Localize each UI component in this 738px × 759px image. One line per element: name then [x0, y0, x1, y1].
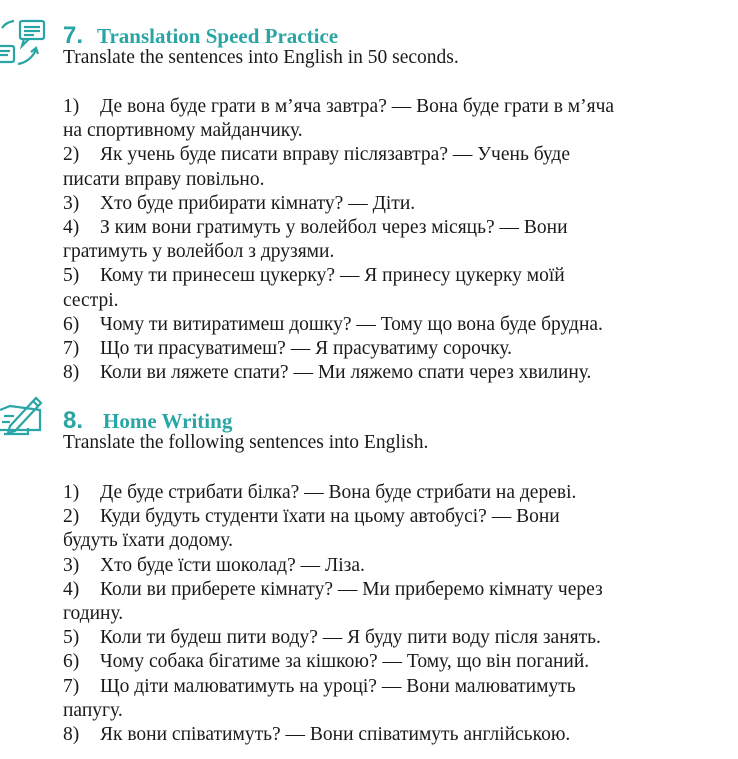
item-number: 6): [63, 651, 80, 673]
list-item: [63, 313, 614, 337]
section-title: 7. Translation Speed Practice: [63, 22, 339, 49]
list-item: [63, 95, 614, 143]
item-text: Де буде стрибати білка? — Вона буде стрибати на дереві.: [100, 482, 577, 503]
item-text: Хто буде прибирати кімнату? — Діти.: [100, 192, 416, 214]
item-text: Кому ти принесеш цукерку? — Я принесу цукерку моїй: [100, 265, 565, 287]
list-item: [63, 481, 603, 505]
item-number: 4): [63, 578, 80, 600]
item-number: 8): [63, 724, 80, 746]
item-number: 2): [63, 506, 80, 528]
list-item: [63, 264, 614, 312]
item-number: 7): [63, 675, 80, 697]
item-text-continued: будуть їхати додому.: [63, 530, 233, 552]
item-number: 1): [63, 96, 80, 117]
list-item: [63, 626, 603, 650]
item-text-continued: гратимуть у волейбол з друзями.: [63, 241, 335, 263]
item-number: 8): [63, 362, 80, 384]
list-item: [63, 650, 603, 674]
item-number: 1): [63, 482, 80, 503]
list-item: [63, 675, 603, 723]
item-text: З ким вони гратимуть у волейбол через місяць? — Вони: [100, 217, 568, 239]
item-text: Як учень буде писати вправу післязавтра? — Учень буде: [100, 144, 570, 166]
list-item: [63, 192, 614, 216]
item-text: Чому ти витиратимеш дошку? — Тому що вона буде брудна.: [100, 313, 603, 335]
item-text-continued: сестрі.: [63, 289, 119, 311]
item-text: Чому собака бігатиме за кішкою? — Тому, що він поганий.: [100, 651, 590, 673]
item-text-continued: на спортивному майданчику.: [63, 120, 303, 142]
item-number: 7): [63, 338, 80, 360]
section-instruction: Translate the following sentences into English.: [63, 432, 429, 453]
item-number: 2): [63, 144, 80, 166]
list-item: [63, 361, 614, 385]
list-item: [63, 554, 603, 578]
item-text: Хто буде їсти шоколад? — Ліза.: [100, 554, 365, 576]
item-text: Коли ви ляжете спати? — Ми ляжемо спати через хвилину.: [100, 362, 592, 384]
item-number: 5): [63, 627, 80, 649]
item-text: Що діти малюватимуть на уроці? — Вони малюватимуть: [100, 675, 576, 697]
item-text: Де вона буде грати в м’яча завтра? — Вона буде грати в м’яча: [100, 96, 615, 117]
list-item: [63, 723, 603, 747]
item-text: Коли ти будеш пити воду? — Я буду пити воду після занять.: [100, 627, 601, 649]
item-number: 5): [63, 265, 80, 287]
item-text-continued: годину.: [63, 603, 124, 625]
item-text: Коли ви приберете кімнату? — Ми приберемо кімнату через: [100, 578, 603, 600]
section-title: 8. Home Writing: [63, 407, 233, 434]
item-number: 4): [63, 217, 80, 239]
item-number: 3): [63, 554, 80, 576]
item-text: Куди будуть студенти їхати на цьому автобусі? — Вони: [100, 506, 560, 528]
chat-translate-icon: [0, 18, 48, 70]
item-text: Як вони співатимуть? — Вони співатимуть англійською.: [100, 724, 571, 746]
list-item: [63, 578, 603, 626]
sentence-list: [63, 95, 614, 385]
item-text-continued: писати вправу повільно.: [63, 168, 265, 190]
list-item: [63, 143, 614, 191]
sentence-list: [63, 481, 603, 747]
pencil-writing-icon: [0, 392, 46, 438]
section-instruction: Translate the sentences into English in 50 seconds.: [63, 47, 459, 68]
item-text-continued: папугу.: [63, 699, 123, 721]
list-item: [63, 216, 614, 264]
list-item: [63, 337, 614, 361]
list-item: [63, 505, 603, 553]
item-text: Що ти прасуватимеш? — Я прасуватиму сорочку.: [100, 338, 513, 360]
item-number: 3): [63, 192, 80, 214]
item-number: 6): [63, 313, 80, 335]
